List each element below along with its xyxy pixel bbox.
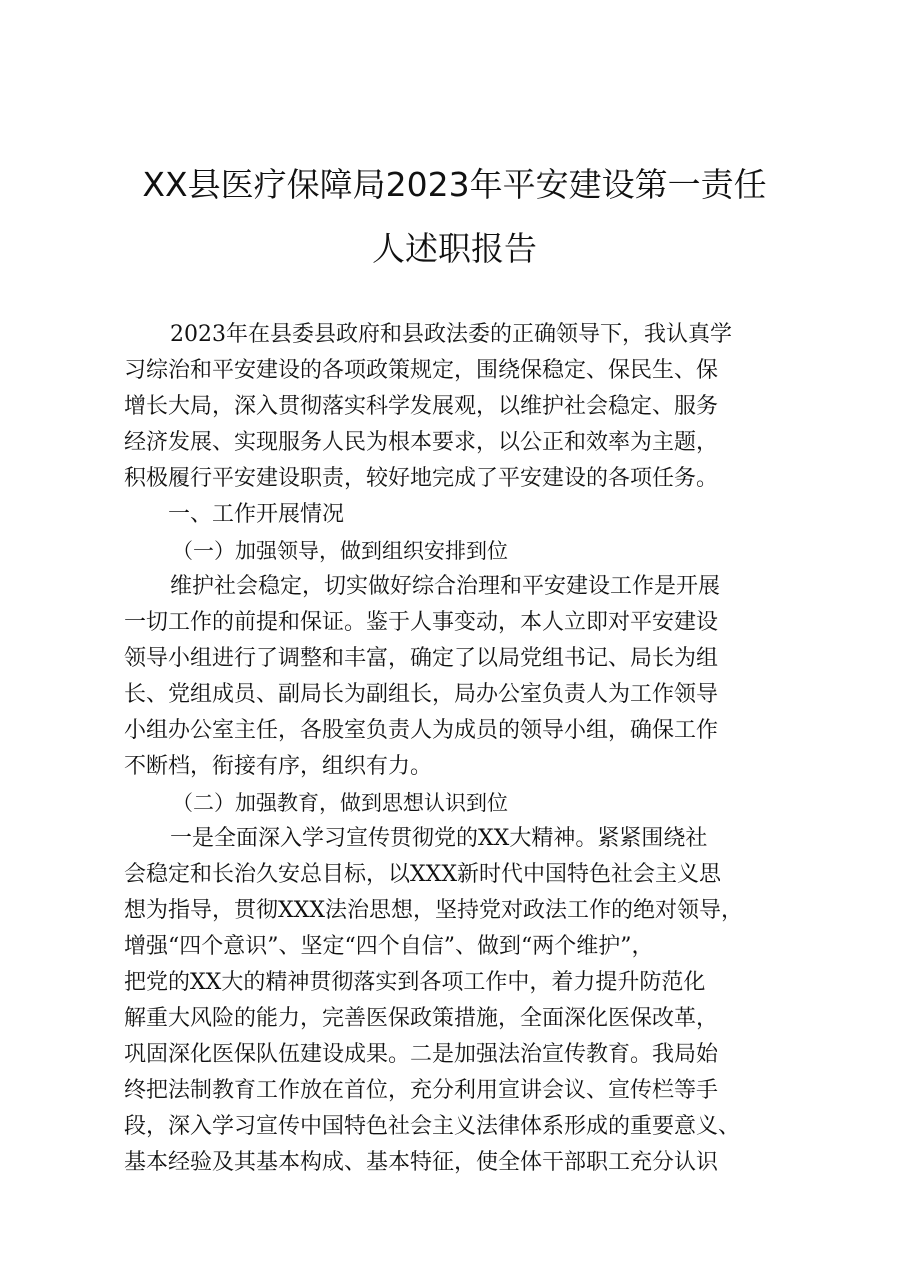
paragraph-line: 想为指导，贯彻XXX法治思想，坚持党对政法工作的绝对领导， bbox=[124, 898, 743, 923]
paragraph-line: 领导小组进行了调整和丰富，确定了以局党组书记、局长为组 bbox=[124, 646, 719, 671]
paragraph-line: 一是全面深入学习宣传贯彻党的XX大精神。紧紧围绕社 bbox=[170, 826, 708, 851]
paragraph-line: 维护社会稳定，切实做好综合治理和平安建设工作是开展 bbox=[170, 574, 721, 599]
section-heading: 一、工作开展情况 bbox=[168, 502, 345, 527]
document-title-line-2: 人述职报告 bbox=[372, 229, 537, 268]
document-body bbox=[124, 317, 814, 1181]
document-title-line-1: XX县医疗保障局2023年平安建设第一责任 bbox=[142, 165, 767, 204]
paragraph-line: 终把法制教育工作放在首位，充分利用宣讲会议、宣传栏等手 bbox=[124, 1078, 719, 1103]
paragraph-line: 会稳定和长治久安总目标，以XXX新时代中国特色社会主义思 bbox=[124, 862, 721, 887]
paragraph-line: 解重大风险的能力，完善医保政策措施，全面深化医保改革， bbox=[124, 1006, 719, 1031]
paragraph-line: 增强“四个意识”、坚定“四个自信”、做到“两个维护”， bbox=[124, 934, 654, 959]
paragraph-line: 一切工作的前提和保证。鉴于人事变动，本人立即对平安建设 bbox=[124, 610, 719, 635]
paragraph-line: 长、党组成员、副局长为副组长，局办公室负责人为工作领导 bbox=[124, 682, 719, 707]
paragraph-line: 积极履行平安建设职责，较好地完成了平安建设的各项任务。 bbox=[124, 466, 719, 491]
paragraph-line: 基本经验及其基本构成、基本特征，使全体干部职工充分认识 bbox=[124, 1150, 719, 1175]
paragraph-line: 增长大局，深入贯彻落实科学发展观，以维护社会稳定、服务 bbox=[124, 394, 719, 419]
paragraph-line: 习综治和平安建设的各项政策规定，围绕保稳定、保民生、保 bbox=[124, 358, 719, 383]
paragraph-line: 小组办公室主任，各股室负责人为成员的领导小组，确保工作 bbox=[124, 718, 719, 743]
paragraph-line: 不断档，衔接有序，组织有力。 bbox=[124, 754, 433, 779]
paragraph-line: 巩固深化医保队伍建设成果。二是加强法治宣传教育。我局始 bbox=[124, 1042, 719, 1067]
paragraph-line: 段，深入学习宣传中国特色社会主义法律体系形成的重要意义、 bbox=[124, 1114, 741, 1139]
paragraph-line: 2023年在县委县政府和县政法委的正确领导下，我认真学 bbox=[170, 322, 732, 347]
subsection-heading: （二）加强教育，做到思想认识到位 bbox=[172, 791, 508, 815]
paragraph-line: 把党的XX大的精神贯彻落实到各项工作中，着力提升防范化 bbox=[124, 970, 706, 995]
paragraph-line: 经济发展、实现服务人民为根本要求，以公正和效率为主题， bbox=[124, 430, 719, 455]
subsection-heading: （一）加强领导，做到组织安排到位 bbox=[172, 539, 508, 563]
